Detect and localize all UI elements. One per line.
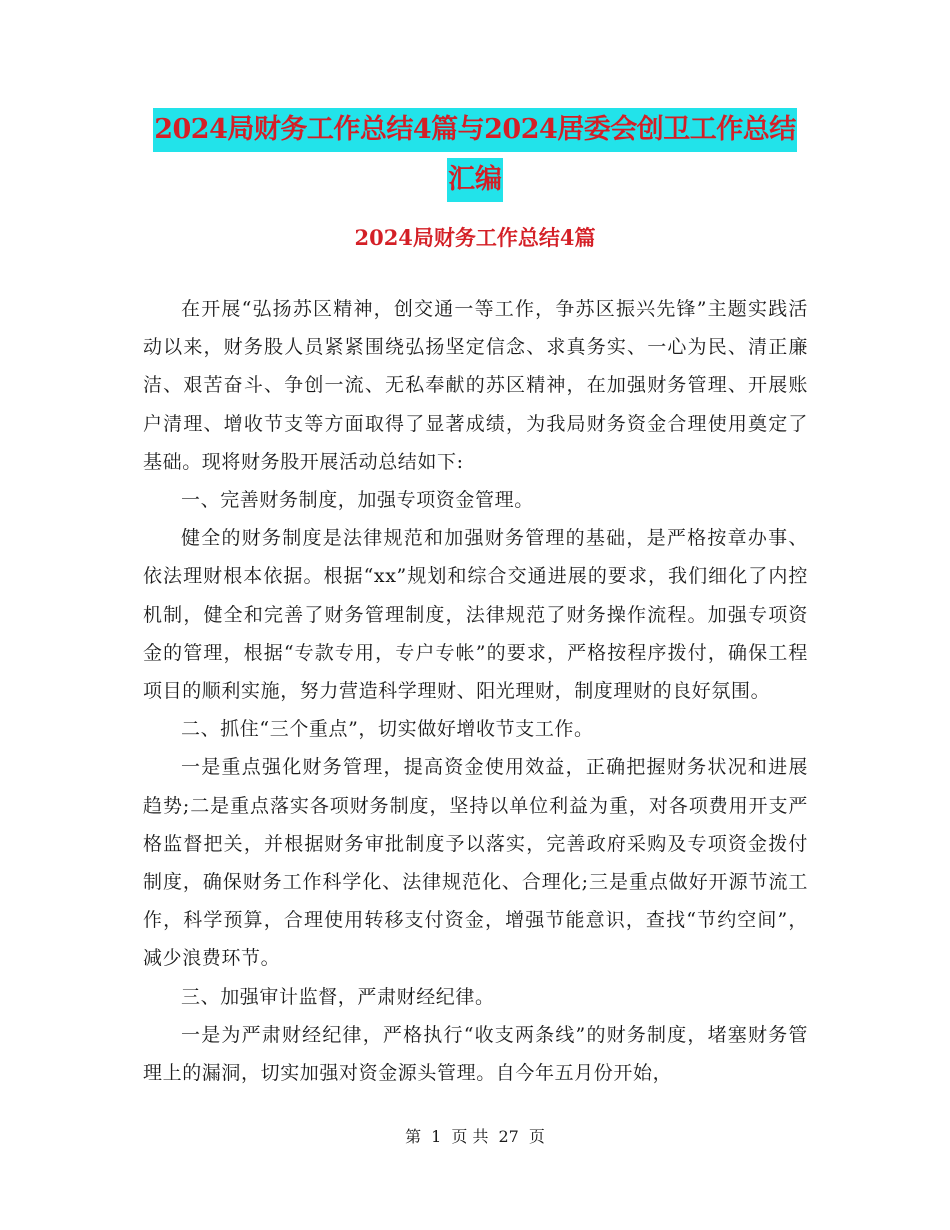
title-line-1: 2024局财务工作总结4篇与2024居委会创卫工作总结 [153, 108, 797, 152]
footer-page-middle: 页 共 [451, 1127, 489, 1146]
footer-total-pages: 27 [498, 1127, 519, 1146]
paragraph-heading-3: 三、加强审计监督，严肃财经纪律。 [181, 985, 495, 1008]
title-line-2: 汇编 [447, 158, 503, 202]
footer-page-suffix: 页 [528, 1127, 545, 1146]
paragraph-three-priorities: 一是重点强化财务管理，提高资金使用效益，正确把握财务状况和进展趋势;二是重点落实各项财务制度，坚持以单位利益为重，对各项费用开支严格监督把关，并根据财务审批制度予以落实，完善政府采购及专项资金拨付制度，确保财务工作科学化、法律规范化、合理化;三是重点做好开源节流工作，科学预算，合理使用转移支付资金，增强节能意识，查找“节约空间”，减少浪费环节。 [143, 756, 808, 970]
page-footer [0, 1126, 950, 1148]
paragraph-audit: 一是为严肃财经纪律，严格执行“收支两条线”的财务制度，堵塞财务管理上的漏洞，切实加强对资金源头管理。自今年五月份开始， [143, 1023, 808, 1085]
paragraph-heading-2: 二、抓住“三个重点”，切实做好增收节支工作。 [181, 718, 594, 741]
document-title [140, 108, 810, 202]
document-body [143, 290, 808, 1092]
paragraph-heading-1: 一、完善财务制度，加强专项资金管理。 [181, 489, 534, 512]
footer-page-prefix: 第 [405, 1127, 422, 1146]
footer-page-number: 1 [431, 1127, 442, 1146]
section-heading: 2024局财务工作总结4篇 [354, 225, 596, 250]
paragraph-intro: 在开展“弘扬苏区精神，创交通一等工作，争苏区振兴先锋”主题实践活动以来，财务股人员紧紧围绕弘扬坚定信念、求真务实、一心为民、清正廉洁、艰苦奋斗、争创一流、无私奉献的苏区精神，在加强财务管理、开展账户清理、增收节支等方面取得了显著成绩，为我局财务资金合理使用奠定了基础。现将财务股开展活动总结如下: [143, 298, 808, 473]
paragraph-financial-system: 健全的财务制度是法律规范和加强财务管理的基础，是严格按章办事、依法理财根本依据。根据“xx”规划和综合交通进展的要求，我们细化了内控机制，健全和完善了财务管理制度，法律规范了财务操作流程。加强专项资金的管理，根据“专款专用，专户专帐”的要求，严格按程序拨付，确保工程项目的顺利实施，努力营造科学理财、阳光理财，制度理财的良好氛围。 [143, 527, 808, 703]
